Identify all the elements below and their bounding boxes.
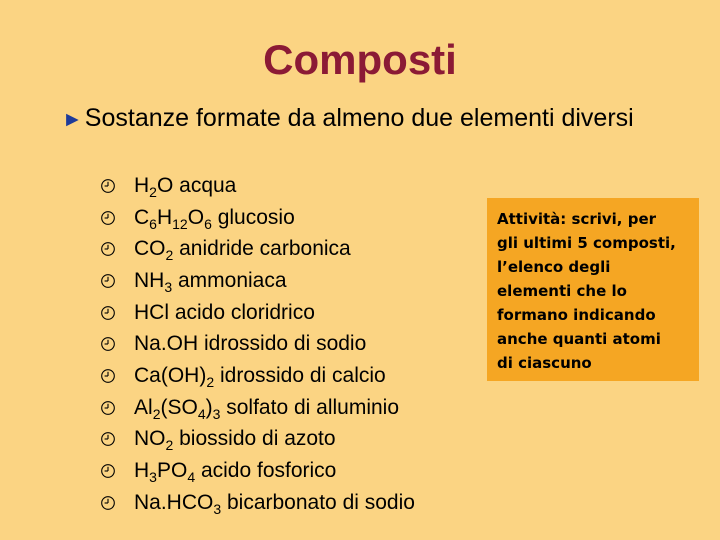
clock-icon [100,178,116,194]
compound-item [100,265,415,297]
clock-icon [100,273,116,289]
compound-item [100,455,415,487]
clock-icon [100,305,116,321]
compound-item [100,297,415,329]
clock-icon [100,336,116,352]
compound-text: Na.OH idrossido di sodio [134,332,367,356]
main-bullet-text: Sostanze formate da almeno due elementi diversi [84,104,634,132]
compound-item [100,233,415,265]
compound-text: $C_6H_{12}O_6$ glucosio [134,205,295,232]
compound-text: $H_2O$ acqua [134,173,237,200]
clock-icon [100,495,116,511]
compound-item [100,424,415,456]
compound-item [100,392,415,424]
compound-item [100,328,415,360]
compound-text: $Na.HCO_3$ bicarbonato di sodio [134,490,415,517]
compound-text: $NO_2$ biossido di azoto [134,427,336,454]
compound-list [100,170,415,519]
clock-icon [100,210,116,226]
compound-text: $Ca(OH)_2$ idrossido di calcio [134,363,386,390]
clock-icon [100,368,116,384]
clock-icon [100,463,116,479]
compound-text: HCl acido cloridrico [134,300,315,324]
clock-icon [100,241,116,257]
compound-text: $NH_3$ ammoniaca [134,268,287,295]
compound-text: $CO_2$ anidride carbonica [134,237,351,264]
main-bullet [62,104,642,134]
compound-item [100,360,415,392]
arrow-right-icon: ► [62,108,83,131]
clock-icon [100,400,116,416]
compound-item [100,170,415,202]
compound-text: $H_3PO_4$ acido fosforico [134,459,337,486]
compound-item [100,202,415,234]
compound-text: $Al_2(SO_4)_3$ solfato di alluminio [134,395,400,422]
activity-callout: Attività: scrivi, per gli ultimi 5 composti, l’elenco degli elementi che lo formano indicando anche quanti atomi di ciascuno [487,198,699,381]
compound-item [100,487,415,519]
page-title: Composti [263,36,457,83]
clock-icon [100,431,116,447]
